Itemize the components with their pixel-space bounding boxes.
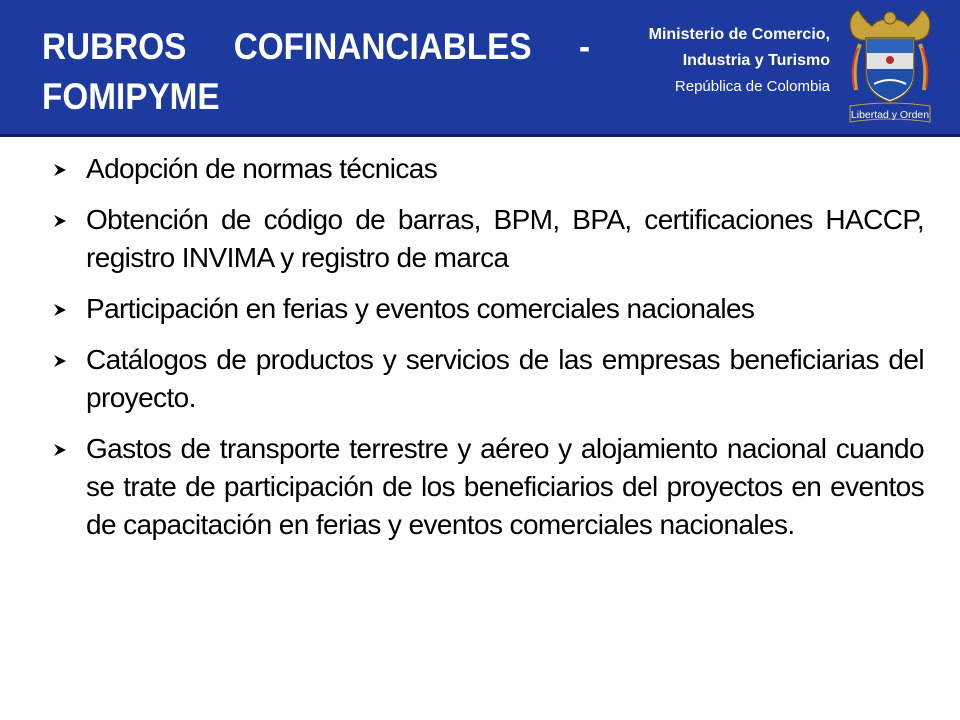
bullet-text: Participación en ferias y eventos comerciales nacionales <box>86 293 755 324</box>
list-item <box>52 341 924 417</box>
list-item <box>52 290 924 328</box>
arrowhead-bullet-icon <box>52 201 86 234</box>
arrowhead-bullet-icon <box>52 290 86 323</box>
arrowhead-bullet-icon <box>52 341 86 374</box>
arrowhead-bullet-icon <box>52 150 86 183</box>
bullet-text: Adopción de normas técnicas <box>86 153 438 184</box>
ministry-block <box>570 22 830 100</box>
list-item <box>52 150 924 188</box>
emblem-motto: Libertad y Orden <box>850 109 930 121</box>
list-item <box>52 430 924 544</box>
bullet-text: Obtención de código de barras, BPM, BPA, certificaciones HACCP, registro INVIMA y registro de marca <box>86 204 924 273</box>
ministry-line-1: Ministerio de Comercio, <box>648 26 830 43</box>
slide-title: RUBROS COFINANCIABLES - FOMIPYME <box>42 26 591 117</box>
bullet-text: Gastos de transporte terrestre y aéreo y alojamiento nacional cuando se trate de participación de los beneficiarios del proyectos en eventos de capacitación en ferias y eventos comerciales nacionales. <box>86 433 924 540</box>
list-item <box>52 201 924 277</box>
bullet-list <box>52 150 924 557</box>
coat-of-arms-icon <box>842 4 938 128</box>
arrowhead-bullet-icon <box>52 430 86 463</box>
ministry-line-2: Industria y Turismo <box>682 52 830 69</box>
ministry-line-3: República de Colombia <box>674 78 830 95</box>
bullet-text: Catálogos de productos y servicios de las empresas beneficiarias del proyecto. <box>86 344 924 413</box>
slide-header <box>0 0 960 137</box>
